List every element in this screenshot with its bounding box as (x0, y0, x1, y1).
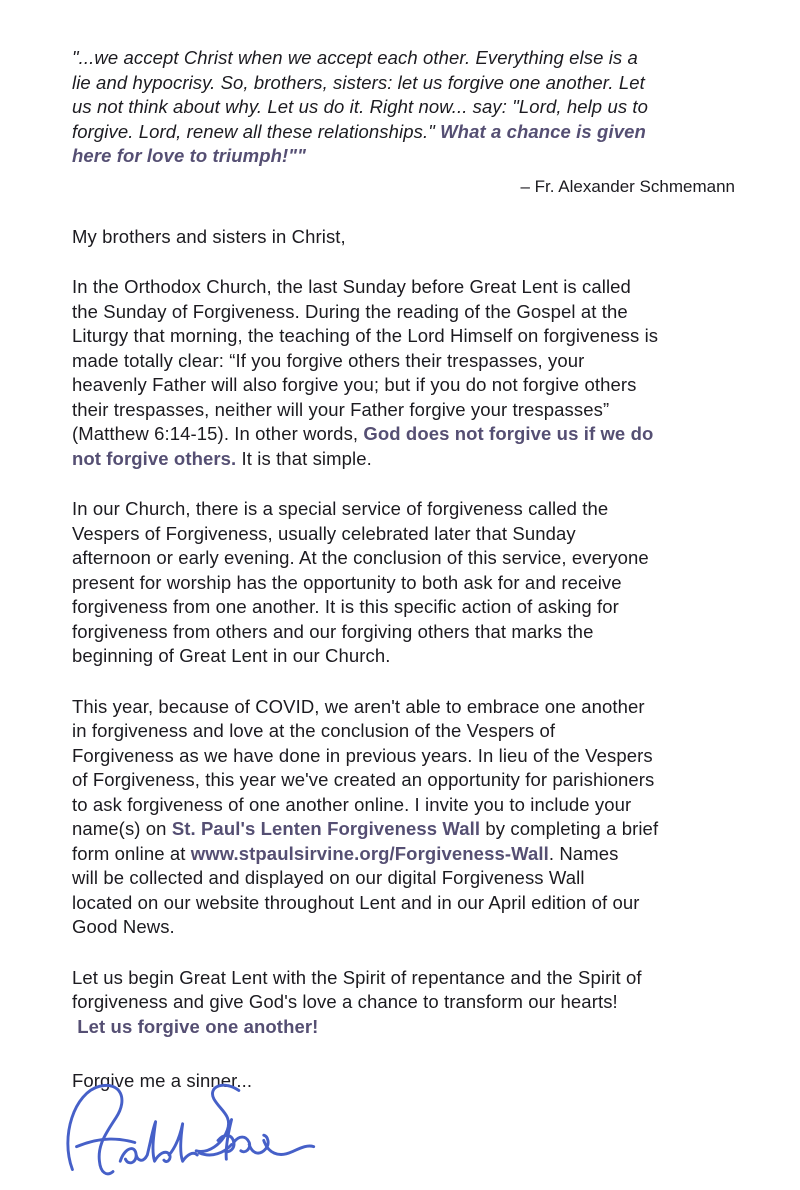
plain-text: forgiveness from one another. It is this specific action of asking for (72, 596, 619, 617)
text-line (72, 275, 735, 300)
plain-text: in forgiveness and love at the conclusion of the Vespers of (72, 720, 556, 741)
text-line (72, 891, 735, 916)
plain-text: of Forgiveness, this year we've created an opportunity for parishioners (72, 769, 655, 790)
text-line (72, 71, 735, 96)
plain-text: made totally clear: “If you forgive others their trespasses, your (72, 349, 585, 371)
text-line (72, 644, 735, 669)
text-line (72, 695, 735, 720)
accent-text: not forgive others. (72, 447, 237, 469)
text-line (72, 546, 735, 571)
text-line (72, 300, 735, 325)
text-line (72, 966, 735, 991)
text-line (72, 990, 735, 1015)
plain-text: their trespasses, neither will your Father forgive your trespasses” (72, 398, 610, 420)
text-line (72, 46, 735, 71)
opening-quote (72, 46, 735, 199)
plain-text: beginning of Great Lent in our Church. (72, 645, 391, 666)
quote-attribution: – Fr. Alexander Schmemann (520, 176, 735, 196)
plain-text: afternoon or early evening. At the conclusion of this service, everyone (72, 547, 649, 568)
text-line (72, 120, 735, 145)
plain-text: us not think about why. Let us do it. Right now... say: "Lord, help us to (72, 96, 649, 117)
text-line (72, 1015, 735, 1040)
accent-text: here for love to triumph!"" (72, 145, 307, 166)
text-line (72, 719, 735, 744)
accent-text: What a chance is given (440, 120, 646, 142)
plain-text: the Sunday of Forgiveness. During the reading of the Gospel at the (72, 300, 628, 322)
plain-text: heavenly Father will also forgive you; but if you do not forgive others (72, 374, 637, 395)
plain-text: located on our website throughout Lent and in our April edition of our (72, 891, 640, 913)
signature-stroke (77, 1139, 135, 1147)
accent-text: God does not forgive us if we do (363, 423, 654, 444)
plain-text: In the Orthodox Church, the last Sunday before Great Lent is called (72, 276, 631, 297)
plain-text: Forgiveness as we have done in previous years. In lieu of the Vespers (72, 744, 653, 766)
text-line (72, 595, 735, 620)
paragraph (72, 695, 735, 940)
text-line (72, 95, 735, 120)
text-line (72, 398, 735, 423)
text-line (72, 571, 735, 596)
plain-text: form online at (72, 842, 191, 864)
text-line (72, 817, 735, 842)
plain-text: Liturgy that morning, the teaching of the Lord Himself on forgiveness is (72, 325, 659, 346)
plain-text: Good News. (72, 916, 175, 937)
text-line (72, 522, 735, 547)
plain-text: lie and hypocrisy. So, brothers, sisters: let us forgive one another. Let (72, 71, 645, 93)
plain-text: will be collected and displayed on our digital Forgiveness Wall (72, 867, 585, 888)
text-line (72, 373, 735, 398)
text-line (72, 842, 735, 867)
letter-body (72, 275, 735, 1039)
plain-text: . Names (548, 842, 619, 864)
signature-stroke (68, 1085, 122, 1173)
text-line (72, 447, 735, 472)
plain-text: In our Church, there is a special service of forgiveness called the (72, 498, 609, 519)
plain-text: It is that simple. (236, 447, 372, 469)
text-line (72, 349, 735, 374)
closing-line: Forgive me a sinner... (72, 1070, 253, 1091)
plain-text: forgive. Lord, renew all these relationships." (72, 120, 441, 142)
paragraph (72, 966, 735, 1040)
text-line (72, 324, 735, 349)
plain-text: "...we accept Christ when we accept each other. Everything else is a (72, 47, 638, 68)
accent-text: St. Paul's Lenten Forgiveness Wall (171, 818, 481, 839)
paragraph (72, 275, 735, 471)
plain-text: Let us begin Great Lent with the Spirit of repentance and the Spirit of (72, 966, 642, 988)
paragraph (72, 497, 735, 669)
quote-text (72, 46, 735, 169)
plain-text: present for worship has the opportunity to both ask for and receive (72, 571, 622, 593)
text-line (72, 620, 735, 645)
accent-text: www.stpaulsirvine.org/Forgiveness-Wall (190, 842, 549, 864)
plain-text: forgiveness and give God's love a chance to transform our hearts! (72, 991, 618, 1012)
text-line (72, 793, 735, 818)
text-line (72, 866, 735, 891)
plain-text: by completing a brief (480, 818, 659, 839)
plain-text: Vespers of Forgiveness, usually celebrated later that Sunday (72, 522, 576, 544)
accent-text: Let us forgive one another! (77, 1015, 319, 1037)
text-line (72, 497, 735, 522)
text-line (72, 915, 735, 940)
text-line (72, 422, 735, 447)
plain-text: to ask forgiveness of one another online. I invite you to include your (72, 793, 632, 815)
text-line (72, 144, 735, 169)
text-line (72, 768, 735, 793)
text-line (72, 744, 735, 769)
plain-text: This year, because of COVID, we aren't able to embrace one another (72, 695, 645, 717)
signature-stroke (196, 1085, 314, 1159)
plain-text: (Matthew 6:14-15). In other words, (72, 423, 364, 444)
plain-text: forgiveness from others and our forgiving others that marks the (72, 620, 594, 642)
plain-text: name(s) on (72, 818, 172, 839)
salutation: My brothers and sisters in Christ, (72, 225, 346, 247)
